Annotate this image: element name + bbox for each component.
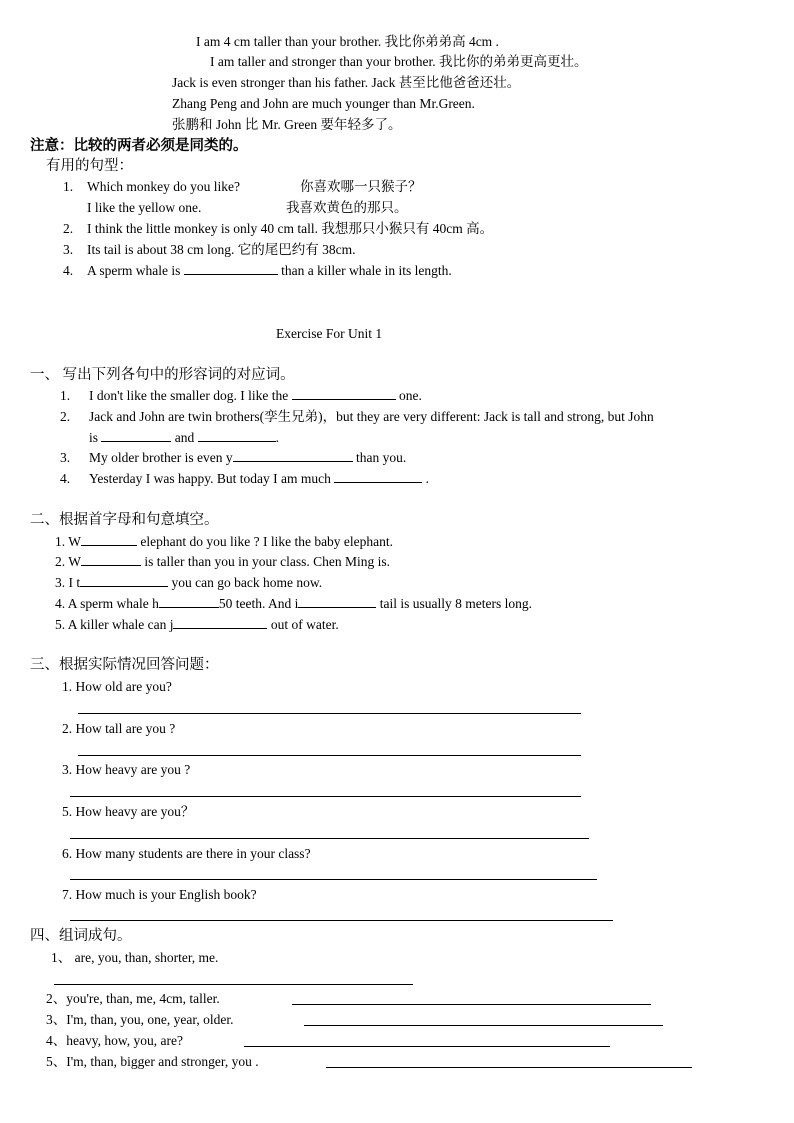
word-list: 5、I'm, than, bigger and stronger, you . <box>46 1054 259 1069</box>
item-text: tail is usually 8 meters long. <box>379 596 532 611</box>
question: 5. How heavy are you？ <box>62 804 195 819</box>
pattern-english: Its tail is about 38 cm long. 它的尾巴约有 38cm. <box>87 242 356 257</box>
answer-blank[interactable] <box>173 616 267 629</box>
item-text: one. <box>399 388 422 403</box>
answer-blank[interactable] <box>80 574 168 587</box>
sec2-item <box>55 616 339 634</box>
item-text: than you. <box>355 450 407 465</box>
item-text: 3. I t <box>55 575 81 590</box>
example-sentence: I am 4 cm taller than your brother. 我比你弟弟高 4cm . <box>196 34 499 49</box>
sec1-item <box>89 429 279 447</box>
sec2-item <box>55 553 390 571</box>
sec2-item <box>55 574 322 592</box>
item-number: 4. <box>60 471 71 486</box>
pattern-english: I like the yellow one. <box>87 200 202 215</box>
item-text: Yesterday I was happy. But today I am much <box>89 471 331 486</box>
patterns-heading: 有用的句型： <box>46 158 133 174</box>
answer-blank[interactable] <box>334 470 422 483</box>
item-number: 2. <box>60 409 71 424</box>
example-sentence: I am taller and stronger than your brother. 我比你的弟弟更高更壮。 <box>210 54 588 69</box>
item-text: 50 teeth. And i <box>218 596 299 611</box>
example-sentence: Jack is even stronger than his father. Jack 甚至比他爸爸还壮。 <box>172 75 521 90</box>
answer-line[interactable] <box>304 1025 663 1026</box>
item-text: . <box>275 430 280 445</box>
question: 7. How much is your English book? <box>62 887 257 902</box>
pattern-number: 1. <box>63 179 74 194</box>
item-text: 4. A sperm whale h <box>55 596 159 611</box>
pattern-number: 2. <box>63 221 74 236</box>
sec2-item <box>55 533 393 551</box>
pattern-pre: A sperm whale is <box>87 263 181 278</box>
answer-blank[interactable] <box>184 262 278 275</box>
pattern-chinese: 你喜欢哪一只猴子？ <box>300 179 422 194</box>
section-2-heading: 二、根据首字母和句意填空。 <box>30 512 219 528</box>
answer-blank[interactable] <box>81 553 141 566</box>
answer-line[interactable] <box>78 713 581 714</box>
sec1-item <box>89 387 422 405</box>
answer-blank[interactable] <box>292 387 396 400</box>
answer-blank[interactable] <box>298 595 376 608</box>
pattern-post: than a killer whale in its length. <box>281 263 452 278</box>
answer-line[interactable] <box>70 838 589 839</box>
section-4-heading: 四、组词成句。 <box>30 928 132 944</box>
question: 2. How tall are you ? <box>62 721 176 736</box>
item-number: 3. <box>60 450 71 465</box>
sec1-item <box>89 470 429 488</box>
answer-line[interactable] <box>244 1046 610 1047</box>
item-text: 1. W <box>55 534 81 549</box>
section-3-heading: 三、根据实际情况回答问题： <box>30 657 219 673</box>
pattern-number: 3. <box>63 242 74 257</box>
item-number: 1. <box>60 388 71 403</box>
answer-line[interactable] <box>54 984 413 985</box>
word-list: 2、you're, than, me, 4cm, taller. <box>46 991 220 1006</box>
answer-blank[interactable] <box>198 429 276 442</box>
item-text: Jack and John are twin brothers(孪生兄弟)，but they are very different: Jack is tall and strong, but John <box>89 409 654 424</box>
pattern-chinese: 我喜欢黄色的那只。 <box>286 200 408 215</box>
question: 3. How heavy are you ? <box>62 762 191 777</box>
item-text: out of water. <box>270 617 339 632</box>
answer-line[interactable] <box>292 1004 651 1005</box>
note-heading: 注意：比较的两者必须是同类的。 <box>30 138 248 154</box>
example-sentence: 张鹏和 John 比 Mr. Green 要年轻多了。 <box>172 117 402 132</box>
item-text: I don't like the smaller dog. I like the <box>89 388 289 403</box>
item-text: is taller than you in your class. Chen Ming is. <box>144 554 390 569</box>
word-list: 4、heavy, how, you, are? <box>46 1033 183 1048</box>
question: 1. How old are you? <box>62 679 172 694</box>
pattern-number: 4. <box>63 263 74 278</box>
item-text: My older brother is even y <box>89 450 233 465</box>
pattern-sentence <box>87 262 452 280</box>
word-list: 3、I'm, than, you, one, year, older. <box>46 1012 234 1027</box>
section-1-heading: 一、 写出下列各句中的形容词的对应词。 <box>30 367 295 383</box>
sec1-item <box>89 449 406 467</box>
word-list: 1、 are, you, than, shorter, me. <box>51 950 219 965</box>
item-text: is <box>89 430 99 445</box>
answer-blank[interactable] <box>233 449 353 462</box>
answer-line[interactable] <box>70 879 597 880</box>
exercise-title: Exercise For Unit 1 <box>276 326 383 341</box>
answer-line[interactable] <box>70 796 581 797</box>
answer-blank[interactable] <box>159 595 219 608</box>
item-text: and <box>174 430 195 445</box>
item-text: elephant do you like ? I like the baby elephant. <box>140 534 394 549</box>
item-text: 5. A killer whale can j <box>55 617 174 632</box>
item-text: . <box>425 471 429 486</box>
question: 6. How many students are there in your class? <box>62 846 311 861</box>
sec2-item <box>55 595 532 613</box>
answer-line[interactable] <box>70 920 613 921</box>
answer-blank[interactable] <box>101 429 171 442</box>
pattern-english: I think the little monkey is only 40 cm tall. 我想那只小猴只有 40cm 高。 <box>87 221 494 236</box>
answer-line[interactable] <box>326 1067 692 1068</box>
item-text: you can go back home now. <box>171 575 323 590</box>
item-text: 2. W <box>55 554 81 569</box>
answer-line[interactable] <box>78 755 581 756</box>
answer-blank[interactable] <box>81 533 137 546</box>
example-sentence: Zhang Peng and John are much younger than Mr.Green. <box>172 96 475 111</box>
pattern-english: Which monkey do you like? <box>87 179 240 194</box>
